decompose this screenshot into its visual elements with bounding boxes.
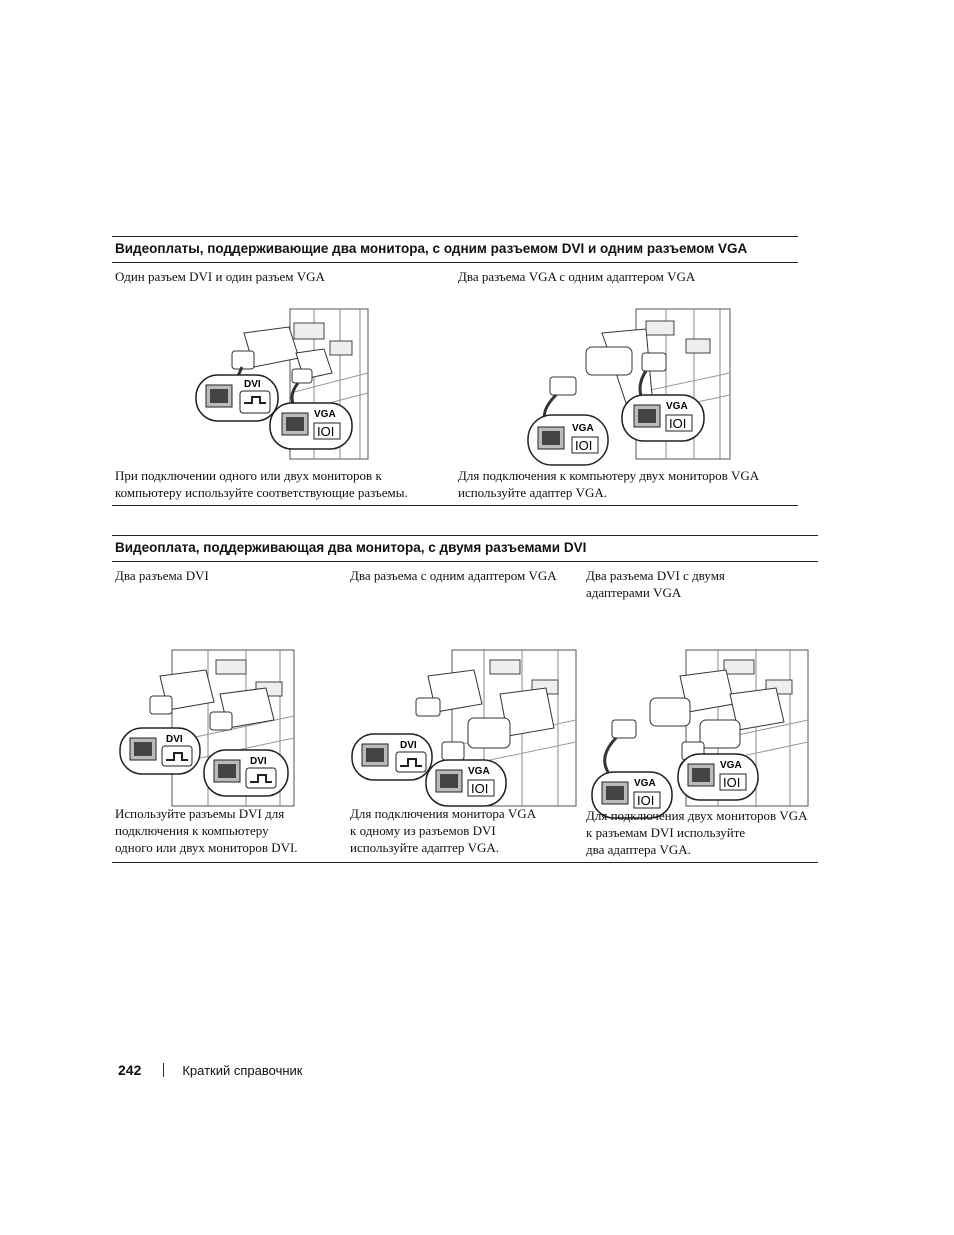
column-heading: Два разъема с одним адаптером VGA [350,568,557,583]
dvi-label: DVI [250,756,267,767]
svg-text:IOI: IOI [669,416,687,431]
section-title: Видеоплата, поддерживающая два монитора, с двумя разъемами DVI [112,535,818,562]
vga-label: VGA [666,401,688,412]
section-body [112,562,818,863]
svg-text:IOI: IOI [723,775,741,790]
dvi-label: DVI [244,379,261,390]
dvi-label: DVI [166,734,183,745]
svg-text:IOI: IOI [575,438,593,453]
column-heading: Два разъема DVI с двумя адаптерами VGA [586,568,725,600]
vga-label: VGA [720,760,742,771]
vga-label: VGA [314,409,336,420]
connector-diagram [590,646,812,822]
connector-diagram [350,646,580,810]
connector-diagram [116,646,300,810]
connector-diagram [194,303,374,463]
section-dvi-vga [112,236,798,506]
column-caption: При подключении одного или двух мониторов к компьютеру используйте соответствующие разъемы. [115,468,408,500]
column-caption: Для подключения монитора VGA к одному из разъемов DVI используйте адаптер VGA. [350,806,537,855]
illustration-two-dvi [116,646,300,810]
illustration-dvi-with-two-vga-adapters [590,646,812,822]
vga-label: VGA [572,423,594,434]
page-footer [118,1062,303,1079]
footer-divider [163,1063,164,1077]
illustration-dvi-vga-connectors [194,303,374,463]
svg-text:IOI: IOI [317,424,335,439]
column-heading: Два разъема VGA с одним адаптером VGA [458,269,696,284]
vga-label: VGA [634,778,656,789]
illustration-dvi-with-vga-adapter [350,646,580,810]
column-heading: Два разъема DVI [115,568,209,583]
section-title: Видеоплаты, поддерживающие два монитора, с одним разъемом DVI и одним разъемом VGA [112,236,798,263]
column-heading: Один разъем DVI и один разъем VGA [115,269,325,284]
section-two-dvi [112,535,818,863]
page-number: 242 [118,1062,142,1078]
column-caption: Для подключения к компьютеру двух мониторов VGA используйте адаптер VGA. [458,468,760,500]
vga-label: VGA [468,766,490,777]
column-caption: Используйте разъемы DVI для подключения к компьютеру одного или двух мониторов DVI. [115,806,298,855]
connector-diagram [526,303,736,471]
book-title: Краткий справочник [182,1063,303,1078]
column-caption: Для подключения двух мониторов VGA к разъемам DVI используйте два адаптера VGA. [586,808,808,857]
dvi-label: DVI [400,740,417,751]
illustration-vga-adapter [526,303,736,471]
svg-text:IOI: IOI [637,793,655,808]
section-body [112,263,798,506]
svg-text:IOI: IOI [471,781,489,796]
